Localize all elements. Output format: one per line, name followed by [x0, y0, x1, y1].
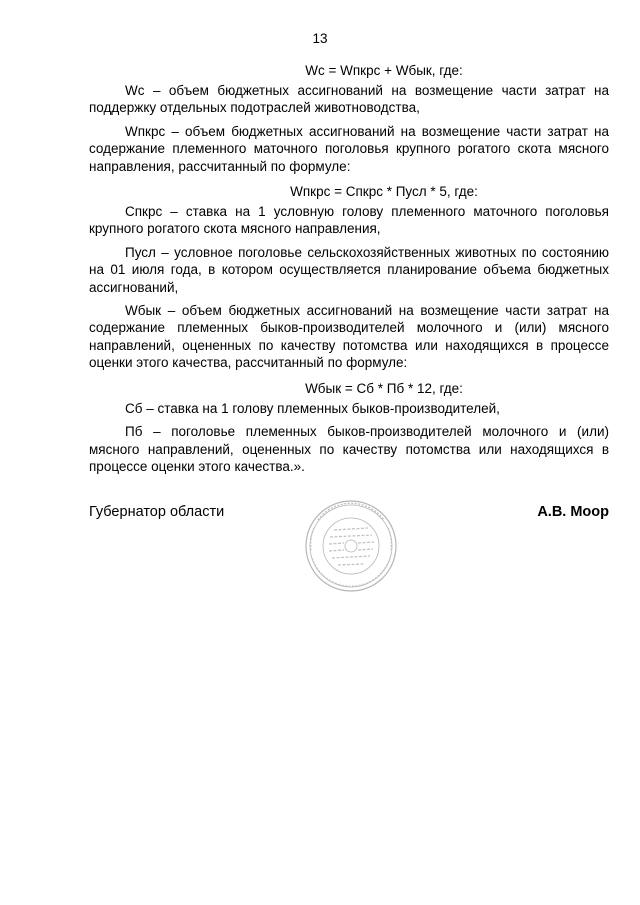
paragraph-pusl-definition: Пусл – условное поголовье сельскохозяйственных животных по состоянию на 01 июля года, в котором осуществляется планирование объема бюджетных ассигнований, [89, 244, 609, 295]
formula-wpkrs: Wпкрс = Спкрс * Пусл * 5, где: [290, 184, 478, 200]
paragraph-spkrs-definition: Спкрс – ставка на 1 условную голову племенного маточного поголовья крупного рогатого скота мясного направления, [89, 204, 609, 237]
signatory-name: А.В. Моор [537, 504, 609, 520]
signatory-position: Губернатор области [89, 504, 225, 520]
paragraph-wbyk-definition: Wбык – объем бюджетных ассигнований на возмещение части затрат на содержание племенных быков-производителей молочного и (или) мясного направлений, оцененных по качеству потомства или находящихся в процессе оценки этого качества, рассчитанный по формуле: [89, 303, 609, 371]
formula-wc: Wc = Wпкрс + Wбык, где: [305, 63, 463, 78]
formula-wbyk: Wбык = Сб * Пб * 12, где: [305, 380, 463, 396]
paragraph-wpkrs-definition: Wпкрс – объем бюджетных ассигнований на возмещение части затрат на содержание племенного маточного поголовья крупного рогатого скота мясного направления, рассчитанный по формуле: [89, 123, 609, 174]
page-number: 13 [312, 31, 328, 46]
document-body [89, 60, 609, 481]
paragraph-sb-definition: Сб – ставка на 1 голову племенных быков-производителей, [125, 400, 500, 416]
paragraph-wc-definition: Wc – объем бюджетных ассигнований на возмещение части затрат на поддержку отдельных подотраслей животноводства, [89, 83, 609, 116]
official-seal-stamp [294, 498, 408, 594]
paragraph-pb-definition: Пб – поголовье племенных быков-производителей молочного и (или) мясного направлений, оцененных по качеству потомства или находящихся в процессе оценки этого качества.». [89, 424, 609, 474]
